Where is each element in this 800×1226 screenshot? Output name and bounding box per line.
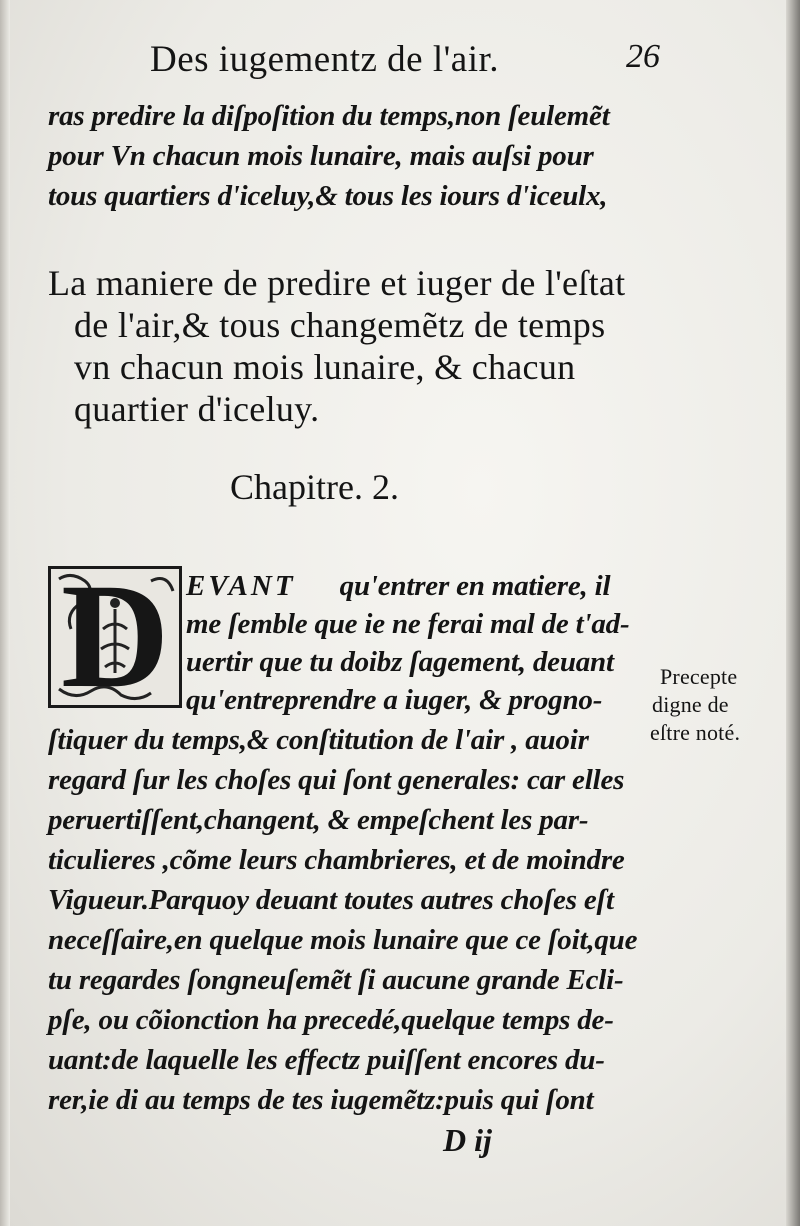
section-heading-line: vn chacun mois lunaire, & chacun bbox=[74, 347, 576, 387]
signature-mark: D ij bbox=[443, 1122, 492, 1158]
body-line: neceſſaire,en quelque mois lunaire que ce ſoit,que bbox=[48, 924, 638, 956]
intro-line: ras predire la diſpoſition du temps,non ſeulemẽt bbox=[48, 100, 610, 132]
body-line: rer,ie di au temps de tes iugemẽtz:puis qui ſont bbox=[48, 1084, 594, 1116]
running-title: Des iugementz de l'air. bbox=[150, 39, 499, 80]
decorated-initial bbox=[48, 553, 182, 719]
intro-line: pour Vn chacun mois lunaire, mais auſsi pour bbox=[48, 140, 594, 172]
intro-line: tous quartiers d'iceluy,& tous les iours d'iceulx, bbox=[48, 180, 608, 212]
first-line-rest: qu'entrer en matiere, il bbox=[339, 570, 611, 602]
page-edge-left bbox=[0, 0, 10, 1226]
first-line bbox=[186, 570, 610, 603]
margin-note-line: digne de bbox=[652, 692, 729, 717]
section-heading-line: de l'air,& tous changemẽtz de temps bbox=[74, 305, 606, 345]
indented-line: me ſemble que ie ne ferai mal de t'ad- bbox=[186, 608, 630, 640]
chapter-heading: Chapitre. 2. bbox=[230, 467, 399, 507]
body-line: Vigueur.Parquoy deuant toutes autres choſes eſt bbox=[48, 884, 614, 916]
body-line: uant:de laquelle les effectz puiſſent encores du- bbox=[48, 1044, 605, 1076]
section-heading-line: quartier d'iceluy. bbox=[74, 389, 320, 429]
running-header bbox=[140, 38, 660, 88]
margin-note-line: Precepte bbox=[660, 664, 738, 689]
body-line: regard ſur les choſes qui ſont generales: car elles bbox=[48, 764, 625, 796]
indented-line: qu'entreprendre a iuger, & progno- bbox=[186, 684, 603, 716]
body-line: pſe, ou cõionction ha precedé,quelque temps de- bbox=[48, 1004, 614, 1036]
body-line: ticulieres ,cõme leurs chambrieres, et de moindre bbox=[48, 844, 625, 876]
margin-note-line: eſtre noté. bbox=[650, 720, 741, 745]
indented-line: uertir que tu doibz ſagement, deuant bbox=[186, 646, 614, 678]
first-line-caps: EVANT bbox=[186, 570, 296, 602]
body-line: ſtiquer du temps,& conſtitution de l'air , auoir bbox=[48, 724, 589, 756]
page-number: 26 bbox=[626, 38, 660, 75]
page-edge-right bbox=[786, 0, 800, 1226]
initial-letter: D bbox=[61, 553, 170, 719]
body-line: tu regardes ſongneuſemẽt ſi aucune grande Ecli- bbox=[48, 964, 624, 996]
section-heading-line: La maniere de predire et iuger de l'eſtat bbox=[48, 263, 626, 303]
body-line: peruertiſſent,changent, & empeſchent les par- bbox=[48, 804, 589, 836]
